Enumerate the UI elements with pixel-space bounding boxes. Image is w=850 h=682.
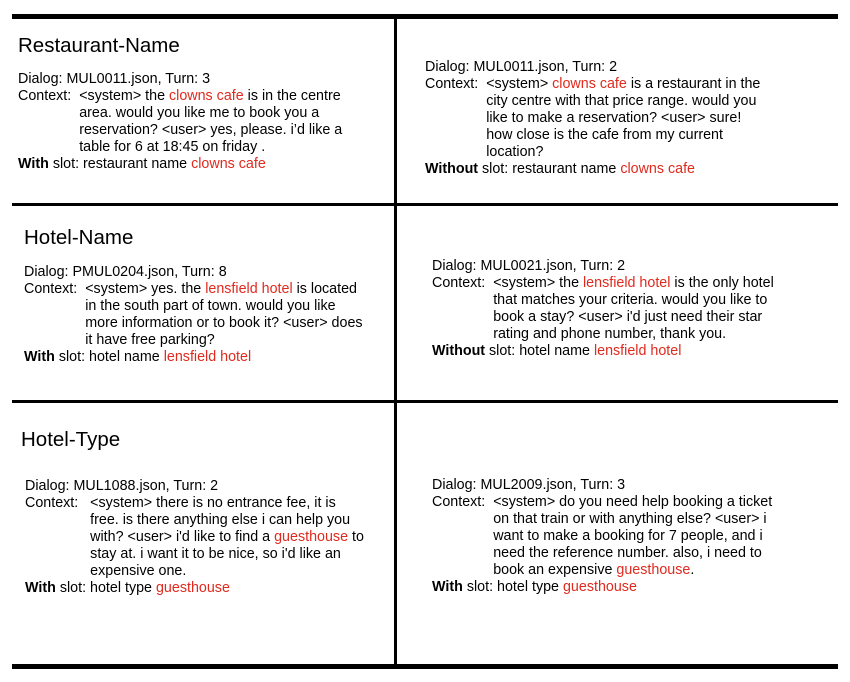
section-heading: Hotel-Name	[24, 226, 134, 249]
row-hotel-name-left	[24, 226, 369, 366]
top-rule	[12, 14, 838, 19]
slot-line: With slot: hotel name lensfield hotel	[24, 349, 252, 365]
context	[18, 88, 373, 156]
slot-value: lensfield hotel	[593, 343, 682, 359]
bottom-rule	[12, 664, 838, 669]
highlighted-slot-value: clowns cafe	[552, 76, 627, 92]
slot-value: guesthouse	[155, 580, 230, 596]
slot-line: With slot: hotel type guesthouse	[432, 579, 637, 595]
highlighted-slot-value: guesthouse	[616, 562, 691, 578]
row-hotel-name-right	[432, 258, 787, 360]
section-heading: Restaurant-Name	[18, 34, 180, 57]
dialog-id: Dialog: MUL0011.json, Turn: 3	[18, 71, 211, 87]
context-text: <system> the clowns cafe is in the centre area. would you like me to book you a reservation? <user> yes, please. i’d like a table for 6 at 18:45 on friday .	[79, 88, 343, 155]
context-label: Context:	[432, 494, 486, 510]
row-divider-1	[12, 203, 838, 206]
context	[432, 494, 777, 579]
slot-value: guesthouse	[562, 579, 637, 595]
slot-line: Without slot: hotel name lensfield hotel	[432, 343, 682, 359]
slot-line: With slot: restaurant name clowns cafe	[18, 156, 266, 172]
context-label: Context:	[432, 275, 486, 291]
slot-value: clowns cafe	[191, 156, 266, 172]
context-text: <system> clowns cafe is a restaurant in the city centre with that price range. would you like to make a reservation? <user> sure! how close is the cafe from my current location?	[486, 76, 761, 160]
row-restaurant-name-left	[18, 34, 373, 173]
dialog-id: Dialog: MUL0021.json, Turn: 2	[432, 258, 626, 274]
dialog-id: Dialog: MUL2009.json, Turn: 3	[432, 477, 626, 493]
context-text: <system> there is no entrance fee, it is free. is there anything else i can help you with? <user> i'd like to find a guesthouse to stay at. i want it to be nice, so i'd like an expensive one.	[90, 495, 364, 579]
context	[425, 76, 770, 161]
context	[21, 495, 366, 580]
slot-line: With slot: hotel type guesthouse	[25, 580, 230, 596]
context	[432, 275, 787, 343]
slot-value: clowns cafe	[620, 161, 696, 177]
row-hotel-type-right	[432, 477, 777, 596]
highlighted-slot-value: guesthouse	[274, 529, 349, 545]
dialog-id: Dialog: MUL0011.json, Turn: 2	[425, 59, 618, 75]
column-divider	[394, 14, 397, 669]
highlighted-slot-value: lensfield hotel	[205, 281, 293, 297]
section-heading: Hotel-Type	[21, 428, 121, 451]
dialog-id: Dialog: PMUL0204.json, Turn: 8	[24, 264, 227, 280]
context-text: <system> the lensfield hotel is the only hotel that matches your criteria. would you like to book a stay? <user> i'd just need their star rating and phone number, thank you.	[493, 275, 774, 342]
context-text: <system> do you need help booking a ticket on that train or with anything else? <user> i want to make a booking for 7 people, and i need the reference number. also, i need to book an expensive guesthouse.	[493, 494, 773, 578]
row-divider-2	[12, 400, 838, 403]
context-label: Context:	[25, 495, 79, 511]
slot-line: Without slot: restaurant name clowns cafe	[425, 161, 696, 177]
context-label: Context:	[425, 76, 479, 92]
highlighted-slot-value: lensfield hotel	[583, 275, 671, 291]
row-hotel-type-left	[21, 428, 366, 597]
slot-value: lensfield hotel	[163, 349, 252, 365]
dialog-id: Dialog: MUL1088.json, Turn: 2	[25, 478, 219, 494]
context-label: Context:	[18, 88, 72, 104]
context-text: <system> yes. the lensfield hotel is located in the south part of town. would you like more information or to book it? <user> does it have free parking?	[85, 281, 363, 348]
context	[24, 281, 369, 349]
highlighted-slot-value: clowns cafe	[169, 88, 244, 104]
row-restaurant-name-right	[425, 59, 770, 178]
context-label: Context:	[24, 281, 78, 297]
